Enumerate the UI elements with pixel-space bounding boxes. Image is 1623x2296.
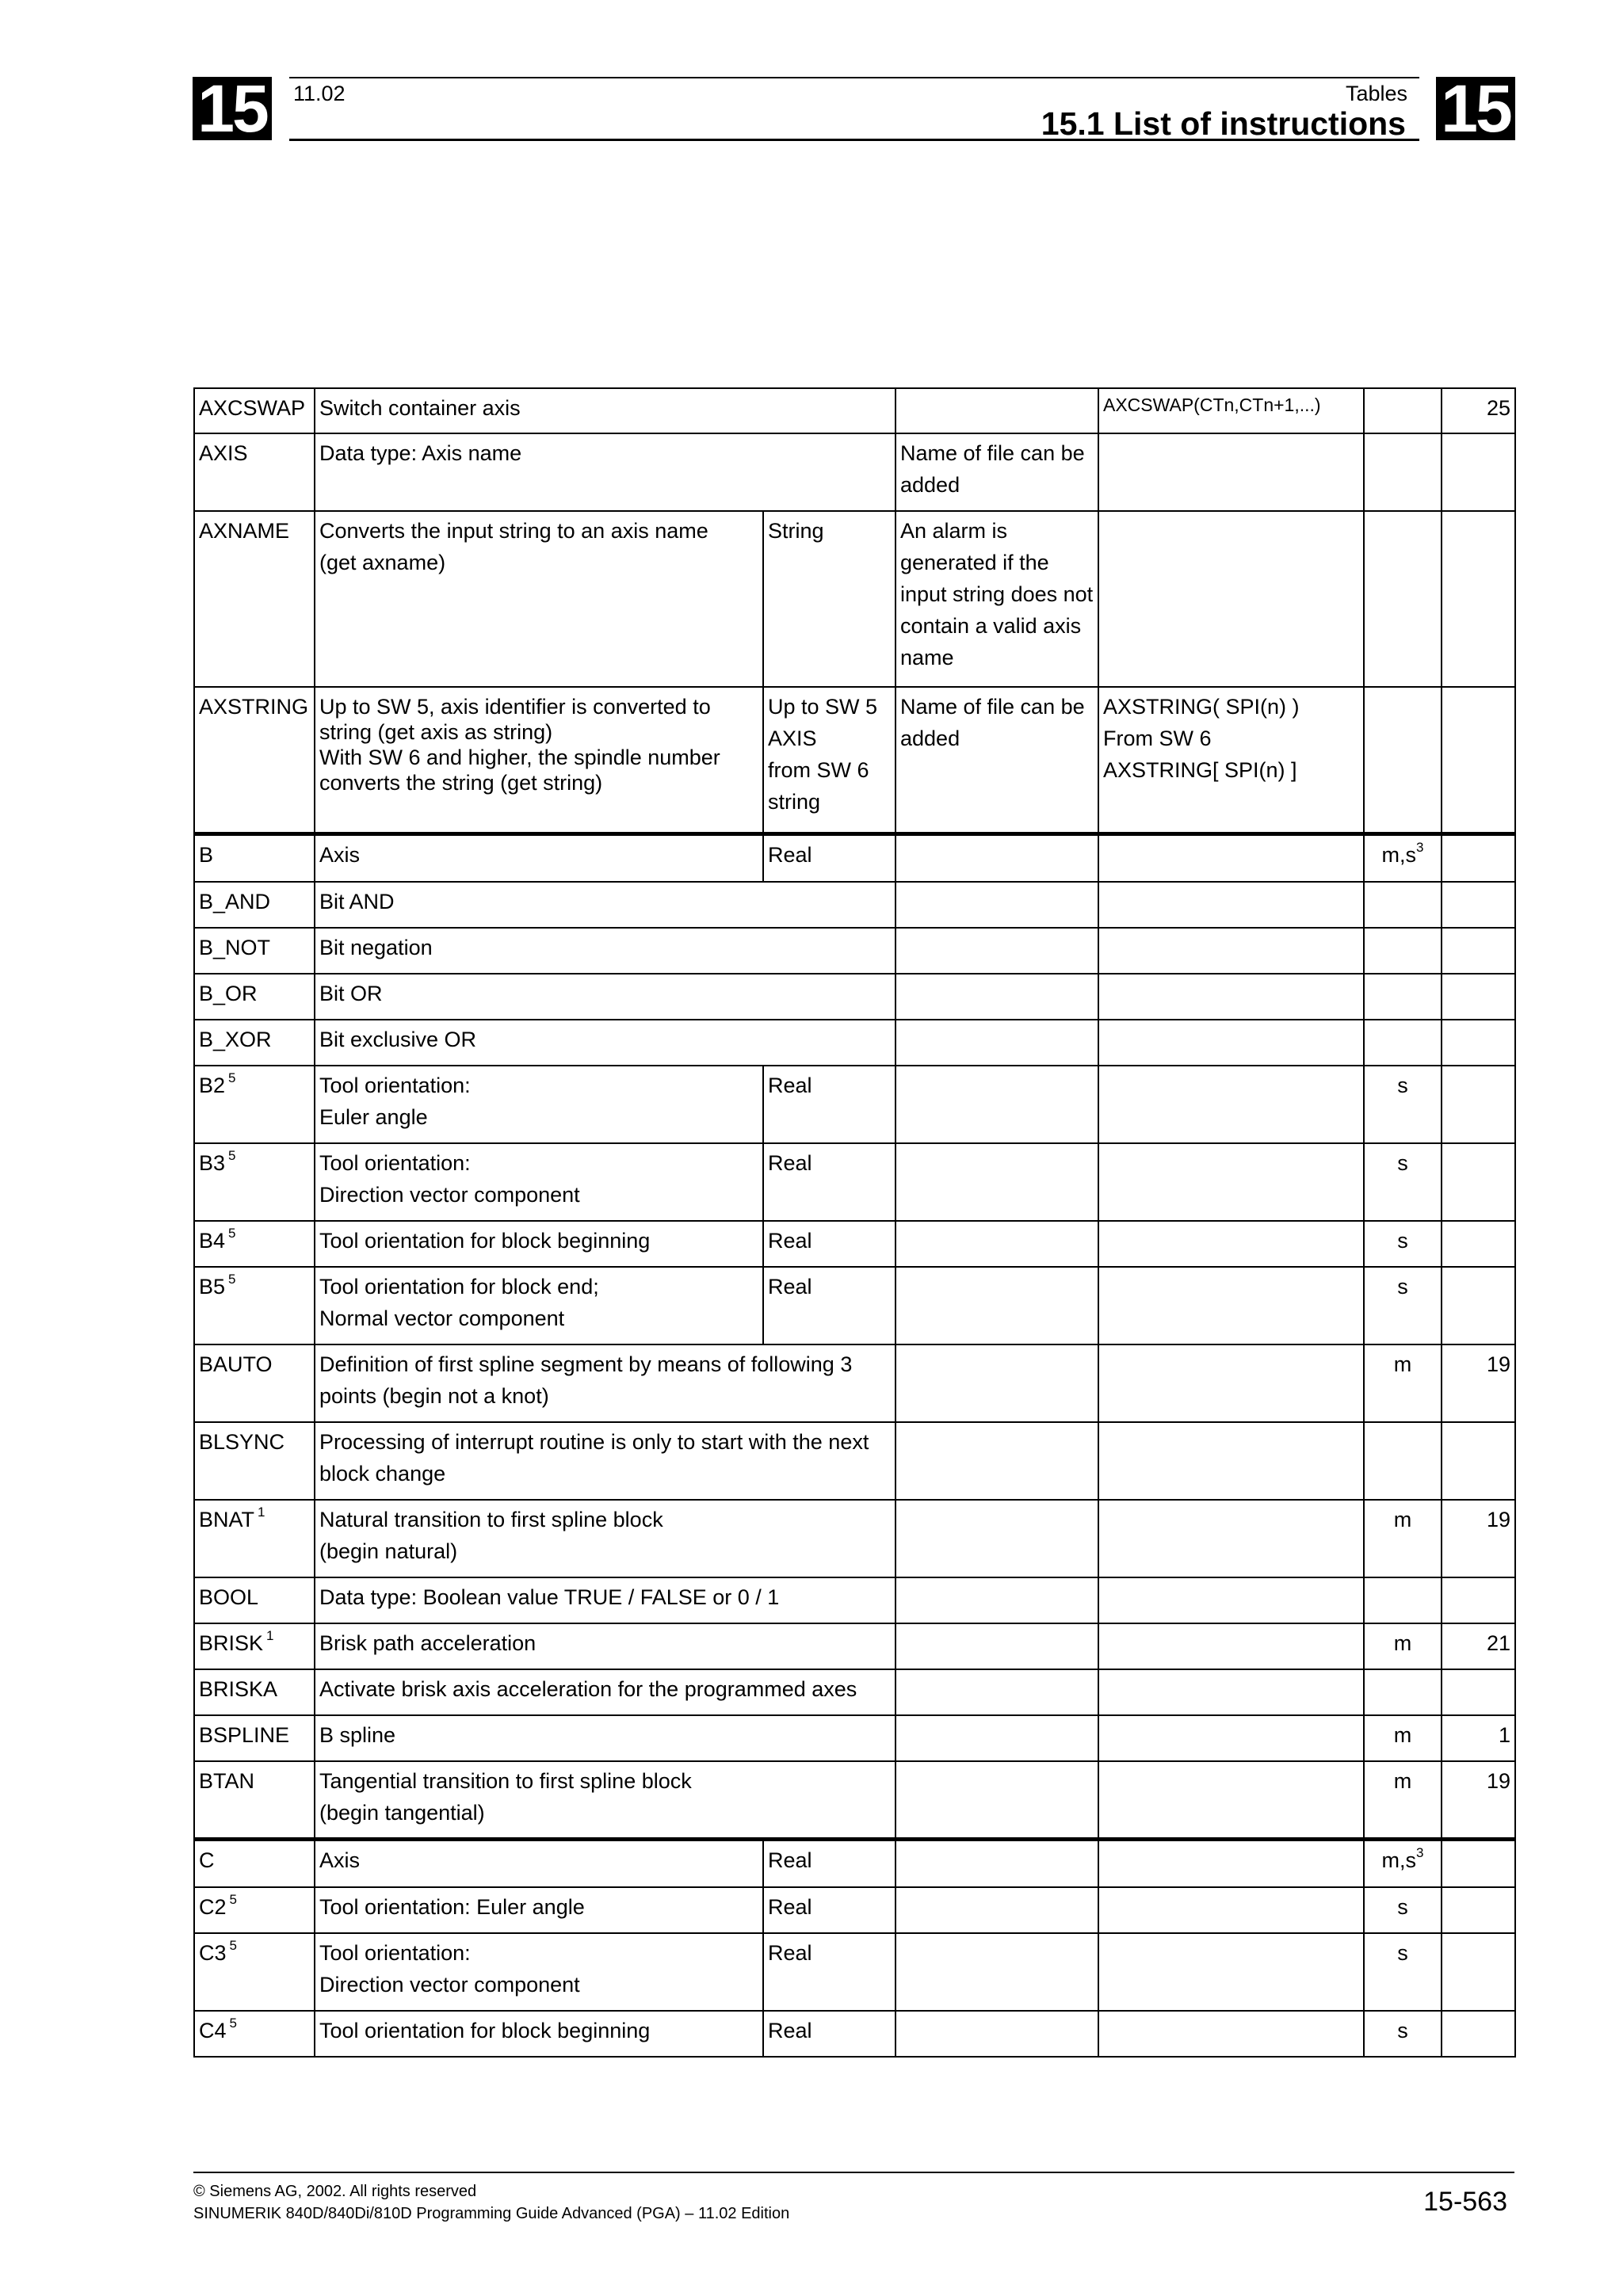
instruction-mode	[1364, 1066, 1442, 1143]
table-row	[194, 1143, 1515, 1221]
instruction-description: Definition of first spline segment by means of following 3 points (begin not a knot)	[315, 1344, 896, 1422]
instruction-type: Real	[763, 1887, 896, 1933]
mode-value: m	[1393, 1723, 1412, 1747]
mode-value: s	[1397, 1074, 1408, 1097]
instruction-mode	[1364, 2011, 1442, 2057]
footnote-marker: 5	[228, 1272, 236, 1287]
instruction-info	[896, 928, 1098, 974]
instruction-type: Real	[763, 1143, 896, 1221]
mode-value: m	[1393, 1631, 1412, 1655]
instruction-group	[1442, 928, 1515, 974]
footnote-marker: 1	[266, 1628, 274, 1643]
instruction-description: Axis	[315, 833, 763, 882]
instruction-info	[896, 1669, 1098, 1715]
instruction-mode	[1364, 928, 1442, 974]
instruction-example	[1098, 1669, 1364, 1715]
instruction-name-cell	[194, 1715, 315, 1761]
chapter-badge-right: 15	[1436, 77, 1515, 140]
table-row	[194, 433, 1515, 511]
instruction-group	[1442, 2011, 1515, 2057]
table-row	[194, 1577, 1515, 1623]
instruction-mode	[1364, 1623, 1442, 1669]
header-top-rule	[289, 77, 1419, 78]
instruction-name: BNAT	[199, 1508, 255, 1531]
instruction-description: B spline	[315, 1715, 896, 1761]
instruction-example	[1098, 1577, 1364, 1623]
instruction-name: BRISKA	[199, 1677, 278, 1701]
instruction-name: BOOL	[199, 1585, 259, 1609]
footnote-marker: 3	[1416, 839, 1424, 855]
instruction-example	[1098, 882, 1364, 928]
table-row	[194, 687, 1515, 833]
table-row	[194, 974, 1515, 1020]
instruction-name-cell	[194, 388, 315, 433]
instruction-mode	[1364, 1422, 1442, 1500]
instruction-example: AXCSWAP(CTn,CTn+1,...)	[1098, 388, 1364, 433]
instruction-info	[896, 1577, 1098, 1623]
instruction-name-cell	[194, 1761, 315, 1839]
instruction-description: Tangential transition to first spline block (begin tangential)	[315, 1761, 896, 1839]
instruction-name-cell	[194, 974, 315, 1020]
table-row	[194, 1422, 1515, 1500]
instruction-name: B5	[199, 1275, 226, 1299]
footnote-marker: 5	[228, 1148, 236, 1163]
instruction-name-cell	[194, 1623, 315, 1669]
instruction-description: Brisk path acceleration	[315, 1623, 896, 1669]
instruction-name: AXNAME	[199, 519, 290, 543]
table-row	[194, 1623, 1515, 1669]
instruction-description: Tool orientation for block beginning	[315, 1221, 763, 1267]
instruction-example	[1098, 433, 1364, 511]
instruction-example	[1098, 511, 1364, 687]
instruction-description: Data type: Axis name	[315, 433, 896, 511]
instruction-example	[1098, 928, 1364, 974]
footnote-marker: 5	[228, 1070, 236, 1085]
page-number: 15-563	[1423, 2187, 1507, 2217]
table-row	[194, 928, 1515, 974]
instruction-mode	[1364, 1221, 1442, 1267]
table-row	[194, 1715, 1515, 1761]
mode-value: s	[1397, 2019, 1408, 2042]
instruction-mode	[1364, 882, 1442, 928]
footer-guide-title: SINUMERIK 840D/840Di/810D Programming Guide Advanced (PGA) – 11.02 Edition	[193, 2205, 790, 2222]
instruction-info	[896, 1344, 1098, 1422]
instruction-name-cell	[194, 433, 315, 511]
table-row	[194, 1761, 1515, 1839]
instruction-name: B2	[199, 1074, 226, 1097]
instruction-mode	[1364, 1267, 1442, 1344]
instruction-example	[1098, 1020, 1364, 1066]
instruction-group: 19	[1442, 1344, 1515, 1422]
instruction-mode	[1364, 433, 1442, 511]
header-date: 11.02	[293, 82, 346, 105]
instruction-group	[1442, 1669, 1515, 1715]
instruction-name-cell	[194, 1500, 315, 1577]
instruction-example	[1098, 1267, 1364, 1344]
instruction-mode	[1364, 687, 1442, 833]
footer-copyright: © Siemens AG, 2002. All rights reserved	[193, 2183, 477, 2200]
table-row	[194, 882, 1515, 928]
instruction-name: B_AND	[199, 890, 271, 913]
mode-value: s	[1397, 1229, 1408, 1253]
instruction-name-cell	[194, 882, 315, 928]
instruction-description: Natural transition to first spline block (begin natural)	[315, 1500, 896, 1577]
footnote-marker: 3	[1416, 1844, 1424, 1860]
instruction-info: An alarm is generated if the input string does not contain a valid axis name	[896, 511, 1098, 687]
instruction-example	[1098, 1839, 1364, 1887]
table-row	[194, 511, 1515, 687]
instruction-name: BLSYNC	[199, 1430, 285, 1454]
instruction-example	[1098, 833, 1364, 882]
instruction-mode	[1364, 1577, 1442, 1623]
instruction-name-cell	[194, 1344, 315, 1422]
mode-value: s	[1397, 1895, 1408, 1919]
instruction-mode	[1364, 511, 1442, 687]
instruction-example	[1098, 1500, 1364, 1577]
instruction-description: Converts the input string to an axis name (get axname)	[315, 511, 763, 687]
mode-value: m	[1393, 1769, 1412, 1793]
instruction-info	[896, 882, 1098, 928]
footnote-marker: 1	[258, 1505, 265, 1520]
instruction-description: Data type: Boolean value TRUE / FALSE or 0 / 1	[315, 1577, 896, 1623]
instruction-info	[896, 833, 1098, 882]
instruction-group	[1442, 1577, 1515, 1623]
instruction-name-cell	[194, 1577, 315, 1623]
instruction-group	[1442, 433, 1515, 511]
instruction-group	[1442, 1839, 1515, 1887]
instruction-type: Real	[763, 1933, 896, 2011]
instruction-info	[896, 1933, 1098, 2011]
mode-value: m	[1393, 1508, 1412, 1531]
instruction-group	[1442, 1066, 1515, 1143]
instruction-name-cell	[194, 687, 315, 833]
table-row	[194, 1020, 1515, 1066]
footnote-marker: 5	[229, 2016, 237, 2031]
instruction-group	[1442, 974, 1515, 1020]
instruction-info	[896, 1887, 1098, 1933]
instruction-mode	[1364, 388, 1442, 433]
table-row	[194, 2011, 1515, 2057]
instruction-name-cell	[194, 1422, 315, 1500]
page-title: 15.1 List of instructions	[1041, 105, 1406, 142]
instruction-info: Name of file can be added	[896, 433, 1098, 511]
mode-value: s	[1397, 1151, 1408, 1175]
instruction-group	[1442, 1020, 1515, 1066]
instruction-table-body	[194, 388, 1515, 2057]
instruction-info	[896, 1267, 1098, 1344]
instruction-name: B4	[199, 1229, 226, 1253]
instruction-info	[896, 1715, 1098, 1761]
instruction-info	[896, 1500, 1098, 1577]
table-row	[194, 1344, 1515, 1422]
instruction-name-cell	[194, 2011, 315, 2057]
instruction-type: Real	[763, 1221, 896, 1267]
instruction-group: 1	[1442, 1715, 1515, 1761]
instruction-type: Up to SW 5 AXIS from SW 6 string	[763, 687, 896, 833]
instruction-example	[1098, 1623, 1364, 1669]
instruction-group: 21	[1442, 1623, 1515, 1669]
instruction-name-cell	[194, 1887, 315, 1933]
instruction-group: 19	[1442, 1761, 1515, 1839]
instruction-mode	[1364, 1500, 1442, 1577]
instruction-table	[193, 387, 1516, 2058]
instruction-group: 25	[1442, 388, 1515, 433]
instruction-name: BTAN	[199, 1769, 255, 1793]
instruction-example	[1098, 974, 1364, 1020]
instruction-type: Real	[763, 833, 896, 882]
table-row	[194, 1887, 1515, 1933]
instruction-name: B_XOR	[199, 1028, 272, 1051]
instruction-group	[1442, 1267, 1515, 1344]
instruction-name: C3	[199, 1941, 227, 1965]
instruction-mode	[1364, 1887, 1442, 1933]
instruction-group	[1442, 687, 1515, 833]
footnote-marker: 5	[228, 1226, 236, 1241]
instruction-example	[1098, 2011, 1364, 2057]
instruction-name-cell	[194, 511, 315, 687]
table-row	[194, 1221, 1515, 1267]
mode-value: m,s	[1381, 842, 1417, 867]
instruction-name-cell	[194, 1066, 315, 1143]
instruction-mode	[1364, 974, 1442, 1020]
instruction-info	[896, 1020, 1098, 1066]
instruction-info	[896, 1221, 1098, 1267]
instruction-name: B_NOT	[199, 936, 271, 959]
instruction-description: Switch container axis	[315, 388, 896, 433]
instruction-name-cell	[194, 1669, 315, 1715]
instruction-name-cell	[194, 1143, 315, 1221]
instruction-info	[896, 1761, 1098, 1839]
instruction-name: AXCSWAP	[199, 396, 306, 420]
mode-value: s	[1397, 1275, 1408, 1299]
instruction-group	[1442, 833, 1515, 882]
instruction-info	[896, 1623, 1098, 1669]
instruction-name: C4	[199, 2019, 227, 2042]
instruction-info	[896, 1839, 1098, 1887]
instruction-description: Tool orientation: Direction vector component	[315, 1933, 763, 2011]
instruction-group	[1442, 511, 1515, 687]
instruction-name: AXIS	[199, 441, 248, 465]
footnote-marker: 5	[229, 1938, 237, 1953]
instruction-mode	[1364, 1839, 1442, 1887]
instruction-description: Tool orientation: Euler angle	[315, 1887, 763, 1933]
instruction-group	[1442, 1143, 1515, 1221]
instruction-example	[1098, 1066, 1364, 1143]
table-row	[194, 833, 1515, 882]
instruction-name: BRISK	[199, 1631, 264, 1655]
instruction-name: AXSTRING	[199, 695, 309, 719]
instruction-description: Tool orientation: Direction vector component	[315, 1143, 763, 1221]
mode-value: s	[1397, 1941, 1408, 1965]
header-bottom-rule	[289, 139, 1419, 141]
instruction-example	[1098, 1143, 1364, 1221]
table-row	[194, 1839, 1515, 1887]
instruction-group: 19	[1442, 1500, 1515, 1577]
instruction-mode	[1364, 833, 1442, 882]
footer-rule	[193, 2172, 1514, 2173]
instruction-example	[1098, 1715, 1364, 1761]
instruction-type: String	[763, 511, 896, 687]
instruction-info: Name of file can be added	[896, 687, 1098, 833]
instruction-description: Tool orientation: Euler angle	[315, 1066, 763, 1143]
instruction-mode	[1364, 1020, 1442, 1066]
table-row	[194, 388, 1515, 433]
table-row	[194, 1500, 1515, 1577]
header-section: Tables	[1345, 82, 1407, 105]
instruction-description: Tool orientation for block beginning	[315, 2011, 763, 2057]
instruction-info	[896, 2011, 1098, 2057]
table-row	[194, 1066, 1515, 1143]
table-row	[194, 1267, 1515, 1344]
instruction-example	[1098, 1422, 1364, 1500]
instruction-name-cell	[194, 1839, 315, 1887]
instruction-description: Bit OR	[315, 974, 896, 1020]
instruction-description: Activate brisk axis acceleration for the programmed axes	[315, 1669, 896, 1715]
chapter-badge-left: 15	[193, 77, 272, 140]
instruction-info	[896, 1422, 1098, 1500]
instruction-example	[1098, 1761, 1364, 1839]
instruction-info	[896, 1143, 1098, 1221]
instruction-example: AXSTRING( SPI(n) ) From SW 6 AXSTRING[ SPI(n) ]	[1098, 687, 1364, 833]
instruction-name-cell	[194, 928, 315, 974]
instruction-mode	[1364, 1143, 1442, 1221]
instruction-mode	[1364, 1669, 1442, 1715]
instruction-example	[1098, 1344, 1364, 1422]
instruction-name-cell	[194, 1020, 315, 1066]
instruction-type: Real	[763, 1066, 896, 1143]
instruction-name-cell	[194, 833, 315, 882]
instruction-name: B_OR	[199, 982, 258, 1005]
instruction-name: BSPLINE	[199, 1723, 290, 1747]
instruction-group	[1442, 1887, 1515, 1933]
instruction-name: B3	[199, 1151, 226, 1175]
mode-value: m	[1393, 1352, 1412, 1376]
instruction-type: Real	[763, 1839, 896, 1887]
instruction-mode	[1364, 1715, 1442, 1761]
instruction-name: C2	[199, 1895, 227, 1919]
instruction-description: Axis	[315, 1839, 763, 1887]
instruction-description: Processing of interrupt routine is only to start with the next block change	[315, 1422, 896, 1500]
instruction-description: Up to SW 5, axis identifier is converted to string (get axis as string) With SW 6 and higher, the spindle number converts the string (get string)	[315, 687, 763, 833]
instruction-description: Bit AND	[315, 882, 896, 928]
instruction-mode	[1364, 1761, 1442, 1839]
instruction-example	[1098, 1221, 1364, 1267]
instruction-description: Tool orientation for block end; Normal vector component	[315, 1267, 763, 1344]
instruction-name-cell	[194, 1267, 315, 1344]
mode-value: m,s	[1381, 1848, 1417, 1872]
instruction-name-cell	[194, 1221, 315, 1267]
instruction-description: Bit exclusive OR	[315, 1020, 896, 1066]
instruction-info	[896, 388, 1098, 433]
instruction-type: Real	[763, 1267, 896, 1344]
instruction-group	[1442, 1933, 1515, 2011]
instruction-group	[1442, 882, 1515, 928]
instruction-mode	[1364, 1933, 1442, 2011]
instruction-group	[1442, 1221, 1515, 1267]
instruction-info	[896, 974, 1098, 1020]
instruction-group	[1442, 1422, 1515, 1500]
instruction-name-cell	[194, 1933, 315, 2011]
table-row	[194, 1669, 1515, 1715]
table-row	[194, 1933, 1515, 2011]
footnote-marker: 5	[229, 1892, 237, 1907]
instruction-example	[1098, 1887, 1364, 1933]
instruction-type: Real	[763, 2011, 896, 2057]
instruction-example	[1098, 1933, 1364, 2011]
instruction-name: C	[199, 1848, 215, 1872]
instruction-name: BAUTO	[199, 1352, 273, 1376]
instruction-name: B	[199, 842, 214, 867]
instruction-mode	[1364, 1344, 1442, 1422]
instruction-info	[896, 1066, 1098, 1143]
instruction-description: Bit negation	[315, 928, 896, 974]
